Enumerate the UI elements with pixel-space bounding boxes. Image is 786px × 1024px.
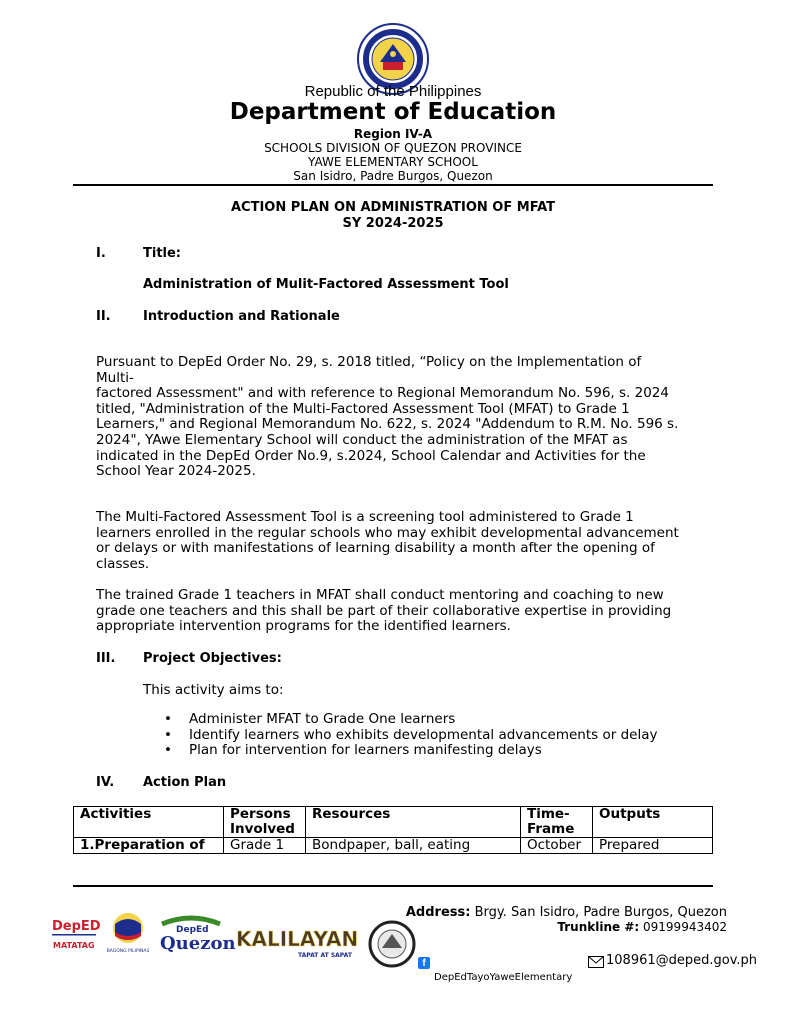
- table-cell: Bondpaper, ball, eating: [306, 838, 521, 854]
- paragraph-line: Multi-: [96, 369, 134, 386]
- section-label: Action Plan: [143, 775, 227, 790]
- paragraph-line: Learners," and Regional Memorandum No. 622, s. 2024 "Addendum to R.M. No. 596 s.: [96, 416, 679, 433]
- column-header-persons: Persons Involved: [224, 807, 306, 838]
- list-item: • Administer MFAT to Grade One learners: [160, 712, 657, 728]
- school-seal-logo: [366, 920, 418, 968]
- footer-email[interactable]: [590, 953, 758, 968]
- objectives-list: [160, 712, 657, 759]
- intro-paragraph-2: [96, 510, 720, 572]
- section-label: Project Objectives:: [143, 651, 282, 666]
- bagong-pilipinas-logo: [106, 910, 150, 956]
- paragraph-line: factored Assessment" and with reference to Regional Memorandum No. 596, s. 2024: [96, 385, 669, 402]
- section-number: II.: [96, 309, 111, 324]
- footer-trunkline: [557, 920, 727, 934]
- header-divider: [73, 184, 713, 186]
- svg-text:MATATAG: MATATAG: [53, 941, 95, 950]
- objectives-intro: This activity aims to:: [143, 682, 284, 698]
- section-number: III.: [96, 651, 116, 666]
- paragraph-line: titled, "Administration of the Multi-Factored Assessment Tool (MFAT) to Grade 1: [96, 400, 630, 417]
- list-item: • Plan for intervention for learners manifesting delays: [160, 743, 657, 759]
- deped-matatag-logo: [50, 910, 100, 956]
- intro-paragraph-1: [96, 355, 720, 480]
- activity-title: Administration of Mulit-Factored Assessment Tool: [143, 277, 509, 292]
- paragraph-line: classes.: [96, 555, 150, 572]
- address-value: Brgy. San Isidro, Padre Burgos, Quezon: [474, 905, 727, 920]
- section-number: I.: [96, 246, 106, 261]
- region-heading: Region IV-A: [353, 127, 433, 141]
- table-cell: October: [521, 838, 593, 854]
- paragraph-line: or delays or with manifestations of learning disability a month after the opening of: [96, 540, 655, 557]
- republic-heading: Republic of the Philippines: [304, 83, 482, 100]
- table-row: [74, 838, 713, 854]
- paragraph-line: Pursuant to DepEd Order No. 29, s. 2018 titled, “Policy on the Implementation of: [96, 354, 642, 370]
- svg-text:DepED: DepED: [52, 919, 101, 934]
- facebook-icon: f: [418, 957, 430, 969]
- svg-text:KALILAYAN: KALILAYAN: [236, 927, 359, 951]
- column-header-activities: Activities: [74, 807, 224, 838]
- paragraph-line: The trained Grade 1 teachers in MFAT shall conduct mentoring and coaching to new: [96, 587, 664, 603]
- paragraph-line: 2024", YAwe Elementary School will conduct the administration of the MFAT as: [96, 431, 628, 448]
- svg-text:DepEd: DepEd: [176, 925, 209, 935]
- table-header-row: [74, 807, 713, 838]
- paragraph-line: The Multi-Factored Assessment Tool is a screening tool administered to Grade 1: [96, 509, 634, 525]
- paragraph-line: learners enrolled in the regular schools who may exhibit developmental advancement: [96, 524, 679, 541]
- school-year: SY 2024-2025: [342, 216, 444, 231]
- department-heading: Department of Education: [229, 99, 557, 125]
- deped-quezon-logo: [156, 914, 236, 954]
- school-heading: YAWE ELEMENTARY SCHOOL: [308, 155, 478, 169]
- section-label: Introduction and Rationale: [143, 309, 340, 324]
- kalilayan-logo: [234, 924, 362, 960]
- address-label: Address:: [405, 905, 471, 920]
- svg-text:Quezon: Quezon: [160, 933, 236, 954]
- document-title: ACTION PLAN ON ADMINISTRATION OF MFAT: [231, 200, 555, 215]
- column-header-resources: Resources: [306, 807, 521, 838]
- list-item: • Identify learners who exhibits developmental advancements or delay: [160, 728, 657, 744]
- paragraph-line: grade one teachers and this shall be part of their collaborative expertise in providing: [96, 602, 672, 619]
- footer-divider: [73, 885, 713, 887]
- paragraph-line: appropriate intervention programs for the identified learners.: [96, 618, 511, 635]
- trunkline-value: 09199943402: [643, 920, 727, 934]
- paragraph-line: indicated in the DepEd Order No.9, s.2024, School Calendar and Activities for the: [96, 447, 646, 464]
- intro-paragraph-3: [96, 588, 720, 635]
- action-plan-table: [73, 806, 713, 854]
- column-header-outputs: Outputs: [593, 807, 713, 838]
- school-address: San Isidro, Padre Burgos, Quezon: [293, 169, 493, 183]
- paragraph-line: School Year 2024-2025.: [96, 463, 256, 480]
- table-cell: 1.Preparation of: [74, 838, 224, 854]
- column-header-timeframe: Time- Frame: [521, 807, 593, 838]
- table-cell: Prepared: [593, 838, 713, 854]
- section-number: IV.: [96, 775, 115, 790]
- division-heading: SCHOOLS DIVISION OF QUEZON PROVINCE: [264, 141, 522, 155]
- footer-address: [406, 905, 727, 920]
- svg-text:BAGONG PILIPINAS: BAGONG PILIPINAS: [106, 949, 150, 954]
- svg-text:TAPAT AT SAPAT: TAPAT AT SAPAT: [298, 952, 352, 959]
- trunkline-label: Trunkline #:: [557, 920, 640, 934]
- facebook-page[interactable]: DepEdTayoYaweElementary: [434, 972, 573, 983]
- section-label: Title:: [143, 246, 182, 261]
- email-address[interactable]: 108961@deped.gov.ph: [606, 953, 758, 968]
- table-cell: Grade 1: [224, 838, 306, 854]
